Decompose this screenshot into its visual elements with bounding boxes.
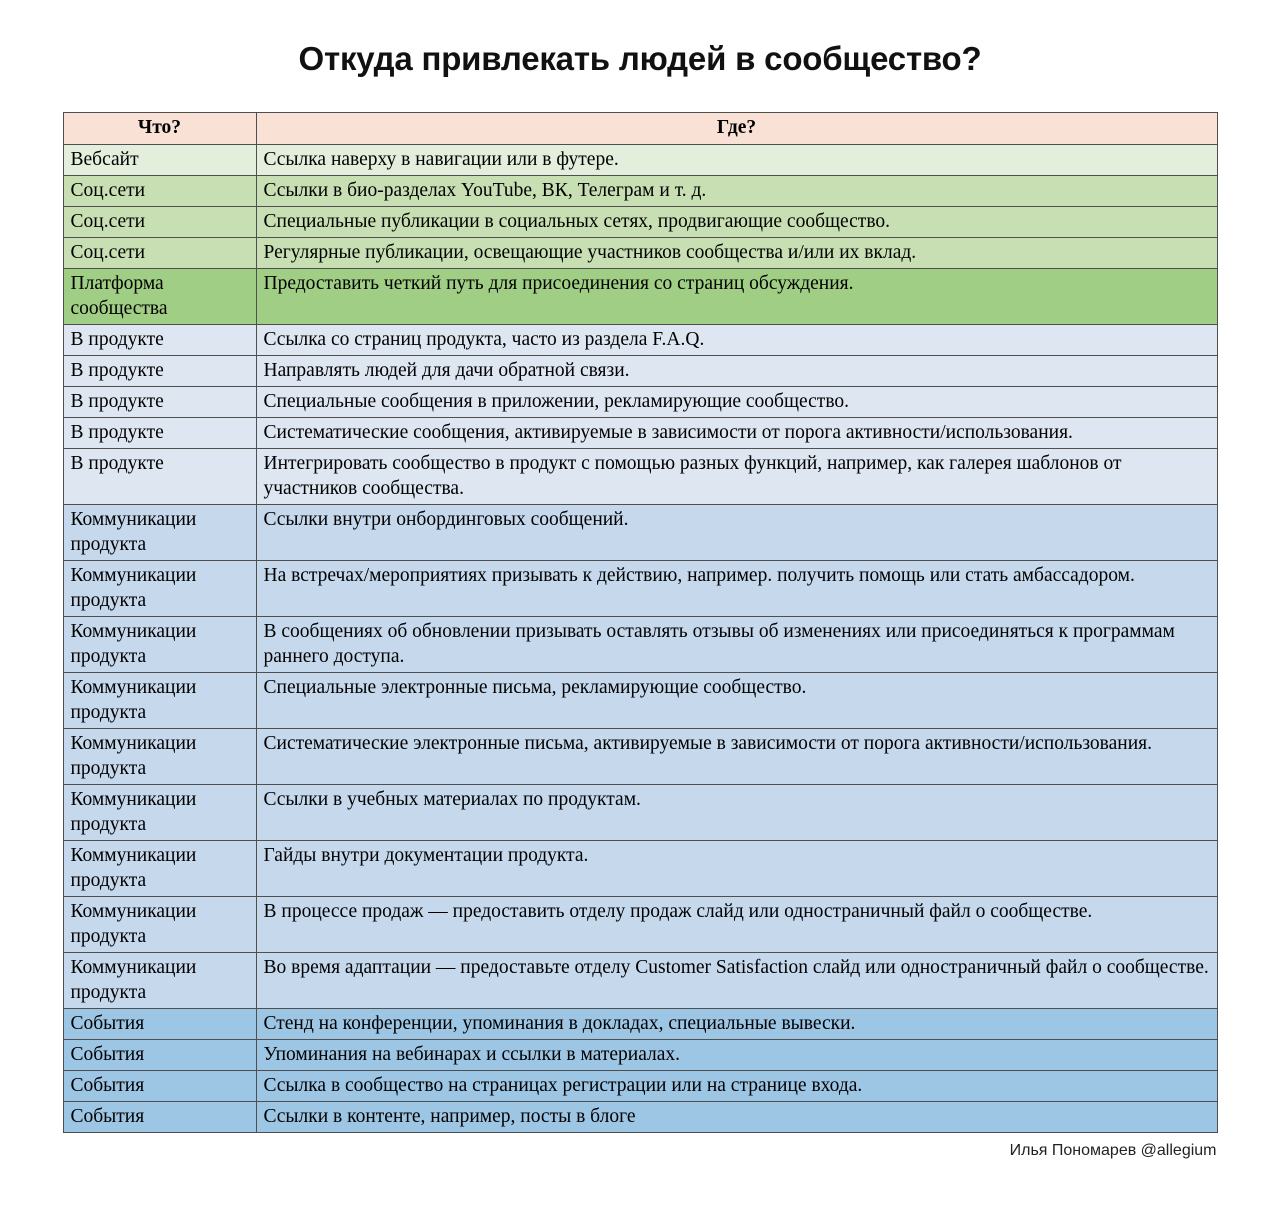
cell-what: События <box>63 1040 256 1071</box>
cell-where: Ссылки в био-разделах YouTube, ВК, Телеграм и т. д. <box>256 176 1217 207</box>
cell-where: Систематические сообщения, активируемые в зависимости от порога активности/использования. <box>256 418 1217 449</box>
cell-where: Интегрировать сообщество в продукт с помощью разных функций, например, как галерея шаблонов от участников сообщества. <box>256 449 1217 505</box>
author-credit: Илья Пономарев @allegium <box>1009 1142 1217 1160</box>
table-row <box>63 449 1217 505</box>
cell-what: Коммуникации продукта <box>63 561 256 617</box>
cell-what: В продукте <box>63 387 256 418</box>
sources-table <box>63 112 1218 1133</box>
table-container <box>63 112 1218 1133</box>
cell-what: В продукте <box>63 449 256 505</box>
cell-what: События <box>63 1071 256 1102</box>
table-row <box>63 617 1217 673</box>
table-row <box>63 1071 1217 1102</box>
table-row <box>63 269 1217 325</box>
cell-what: Коммуникации продукта <box>63 897 256 953</box>
cell-what: События <box>63 1009 256 1040</box>
cell-where: Ссылки в контенте, например, посты в блоге <box>256 1102 1217 1133</box>
cell-where: Стенд на конференции, упоминания в докладах, специальные вывески. <box>256 1009 1217 1040</box>
cell-where: Гайды внутри документации продукта. <box>256 841 1217 897</box>
cell-what: Соц.сети <box>63 176 256 207</box>
cell-what: Коммуникации продукта <box>63 953 256 1009</box>
cell-where: В процессе продаж — предоставить отделу продаж слайд или одностраничный файл о сообществе. <box>256 897 1217 953</box>
cell-what: Коммуникации продукта <box>63 729 256 785</box>
table-row <box>63 841 1217 897</box>
cell-where: Специальные сообщения в приложении, рекламирующие сообщество. <box>256 387 1217 418</box>
cell-where: Упоминания на вебинарах и ссылки в материалах. <box>256 1040 1217 1071</box>
cell-what: События <box>63 1102 256 1133</box>
table-row <box>63 207 1217 238</box>
table-row <box>63 176 1217 207</box>
cell-what: В продукте <box>63 418 256 449</box>
cell-what: Соц.сети <box>63 207 256 238</box>
cell-what: Коммуникации продукта <box>63 841 256 897</box>
cell-where: Систематические электронные письма, активируемые в зависимости от порога активности/использования. <box>256 729 1217 785</box>
cell-what: Соц.сети <box>63 238 256 269</box>
cell-what: Коммуникации продукта <box>63 505 256 561</box>
table-header-row <box>63 113 1217 145</box>
cell-where: Предоставить четкий путь для присоединения со страниц обсуждения. <box>256 269 1217 325</box>
cell-what: В продукте <box>63 356 256 387</box>
cell-what: В продукте <box>63 325 256 356</box>
table-row <box>63 1040 1217 1071</box>
table-row <box>63 785 1217 841</box>
cell-where: Ссылка наверху в навигации или в футере. <box>256 145 1217 176</box>
table-row <box>63 356 1217 387</box>
cell-where: Во время адаптации — предоставьте отделу Customer Satisfaction слайд или одностраничный файл о сообществе. <box>256 953 1217 1009</box>
cell-where: Ссылка в сообщество на страницах регистрации или на странице входа. <box>256 1071 1217 1102</box>
table-body <box>63 145 1217 1133</box>
column-header-what: Что? <box>63 113 256 145</box>
table-row <box>63 418 1217 449</box>
table-row <box>63 561 1217 617</box>
cell-what: Вебсайт <box>63 145 256 176</box>
table-row <box>63 953 1217 1009</box>
table-row <box>63 325 1217 356</box>
cell-what: Платформа сообщества <box>63 269 256 325</box>
cell-what: Коммуникации продукта <box>63 785 256 841</box>
cell-where: Специальные публикации в социальных сетях, продвигающие сообщество. <box>256 207 1217 238</box>
table-row <box>63 1009 1217 1040</box>
table-row <box>63 897 1217 953</box>
table-row <box>63 729 1217 785</box>
cell-where: Направлять людей для дачи обратной связи. <box>256 356 1217 387</box>
cell-where: Ссылка со страниц продукта, часто из раздела F.A.Q. <box>256 325 1217 356</box>
poster-page <box>0 22 1280 1227</box>
cell-where: Ссылки в учебных материалах по продуктам. <box>256 785 1217 841</box>
table-row <box>63 673 1217 729</box>
cell-what: Коммуникации продукта <box>63 617 256 673</box>
cell-where: Специальные электронные письма, рекламирующие сообщество. <box>256 673 1217 729</box>
cell-where: Ссылки внутри онбординговых сообщений. <box>256 505 1217 561</box>
table-row <box>63 1102 1217 1133</box>
column-header-where: Где? <box>256 113 1217 145</box>
page-title: Откуда привлекать людей в сообщество? <box>298 40 982 78</box>
cell-what: Коммуникации продукта <box>63 673 256 729</box>
table-row <box>63 145 1217 176</box>
table-row <box>63 238 1217 269</box>
table-row <box>63 387 1217 418</box>
table-header <box>63 113 1217 145</box>
table-row <box>63 505 1217 561</box>
cell-where: На встречах/мероприятиях призывать к действию, например. получить помощь или стать амбассадором. <box>256 561 1217 617</box>
cell-where: Регулярные публикации, освещающие участников сообщества и/или их вклад. <box>256 238 1217 269</box>
cell-where: В сообщениях об обновлении призывать оставлять отзывы об изменениях или присоединяться к программам раннего доступа. <box>256 617 1217 673</box>
